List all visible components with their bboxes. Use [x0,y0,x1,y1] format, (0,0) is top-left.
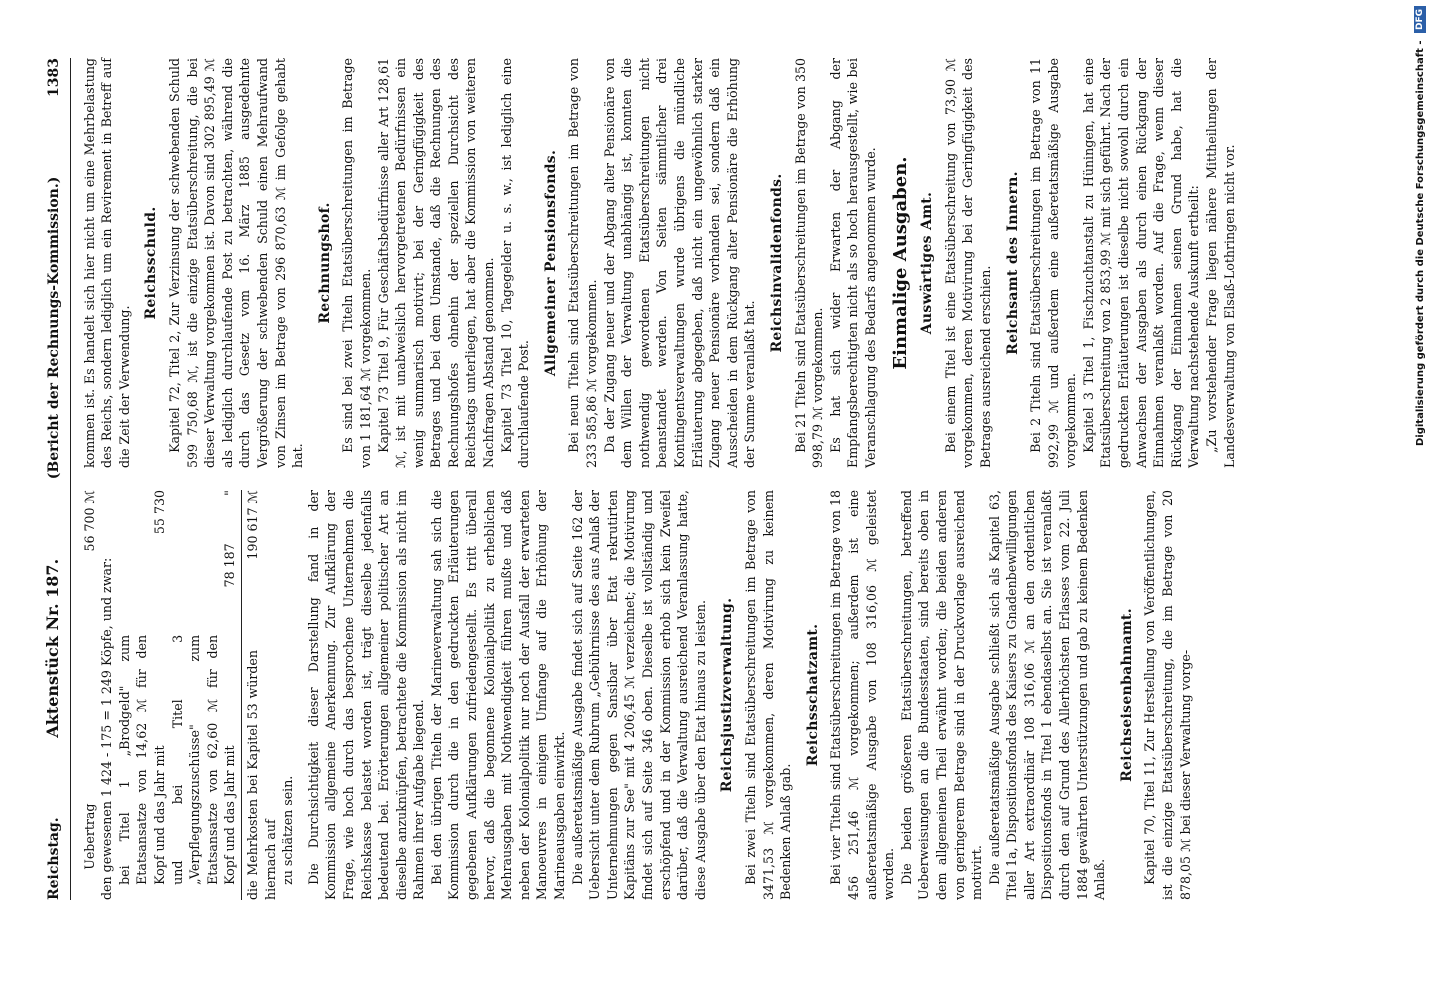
section-heading-railway: Reichseisenbahnamt. [1118,608,1135,782]
paragraph: Kapitel 73 Titel 9, Für Geschäftsbedürfnisse aller Art 128,61 ℳ, ist mit unabweislich hervorgetretenen Bedürfnissen ein wenig summarisch motivirt; bei der Geringfügigkeit des Betrages und bei dem Umstande, daß die Rechnungen des Rechnungshofes ohnehin der speziellen Durchsicht des Reichstags unterliegen, hat aber die Kommission von weiteren Nachfragen Abstand genommen. [375,58,497,468]
paragraph: Die beiden größeren Etatsüberschreitungen, betreffend Ueberweisungen an die Bundesstaaten, sind bereits oben in dem allgemeinen Theil erwähnt worden; die beiden anderen von geringerem Betrage sind in der Druckvorlage ausreichend motivirt. [898,490,985,900]
calc-line-4: die Mehrkosten bei Kapitel 53 würden hiernach auf [244,650,278,900]
section-heading-pension: Allgemeiner Pensionsfonds. [542,149,559,377]
header-left: Reichstag. [46,817,62,900]
calc-line-2: bei Titel 1 „Brodgeld" zum Etatsansatze von 14,62 ℳ für den Kopf und das Jahr mit [116,634,167,885]
paragraph: Bei den übrigen Titeln der Marineverwaltung sah sich die Kommission durch die in den gedruckten Erläuterungen gegebenen Aufklärungen zufriedengestellt. Es tritt überall hervor, daß die begonnene Kolonialpolitik zu erheblichen Mehrausgaben mit Nothwendigkeit führen mußte und daß neben der Kolonialpolitik nur noch der Ausfall der erwarteten Manoeuvres in einigem Umfange auf die Erhöhung der Marineausgaben einwirkt. [428,490,568,900]
section-heading-debt: Reichsschuld. [143,206,160,320]
column-right [81,58,1239,468]
paragraph: Bei 2 Titeln sind Etatsüberschreitungen im Betrage von 11 992,99 ℳ und außerdem eine außeretatsmäßige Ausgabe vorgekommen. [1028,58,1079,468]
calc-line-3: und bei Titel 3 „Verpflegungszuschüsse" zum Etatsansatze von 62,60 ℳ für den Kopf und das Jahr mit [169,634,238,885]
header-report-title: (Bericht der Rechnungs-Kommission.) [46,176,62,480]
section-heading-one-time-expenses: Einmalige Ausgaben. [889,156,911,370]
paragraph: Kapitel 72, Titel 2, Zur Verzinsung der schwebenden Schuld 599 750,68 ℳ, ist die einzige Etatsüberschreitung, die bei dieser Verwaltung vorgekommen ist. Davon sind 302 895,49 ℳ als lediglich durchlaufende Post zu betrachten, während die durch das Gesetz vom 16. März 1885 ausgedehnte Vergrößerung der schwebenden Schuld einen Mehraufwand von Zinsen im Betrage von 296 870,63 ℳ im Gefolge gehabt hat. [166,58,306,468]
paragraph: „Zu vorstehender Frage liegen nähere Mittheilungen der Landesverwaltung von Elsaß-Lothringen nicht vor. [1204,58,1237,468]
calc-line-4-end: zu schätzen sein. [280,775,296,885]
section-heading-foreign-office: Auswärtiges Amt. [919,191,936,335]
paragraph: kommen ist. Es handelt sich hier nicht um eine Mehrbelastung des Reichs, sondern lediglich um ein Revirement in Betreff auf die Zeit der Verwendung. [81,58,132,468]
paragraph: Die außeretatsmäßige Ausgabe findet sich auf Seite 162 der Uebersicht unter dem Rubrum „Gebührnisse des aus Anlaß der Unternehmungen gegen Sansibar über Etat rekrutirten Kapitäns zur See" mit 4 206,45 ℳ verzeichnet; die Motivirung findet sich auf Seite 346 oben. Dieselbe ist vollständig und erschöpfend und in der Kommission erhob sich kein Zweifel darüber, daß die Verwaltung ausreichend Veranlassung hatte, diese Ausgabe über den Etat hinaus zu leisten. [569,490,708,900]
cost-calculation [81,490,297,900]
section-heading-interior: Reichsamt des Innern. [1004,171,1021,355]
header-document-number: Aktenstück Nr. 187. [43,558,62,738]
carryover-label: Uebertrag [81,803,97,870]
section-heading-treasury: Reichsschatzamt. [804,623,821,767]
funding-banner [1410,0,1432,1000]
paragraph: Kapitel 73 Titel 10, Tagegelder u. s. w., ist lediglich eine durchlaufende Post. [498,58,532,468]
section-heading-audit-office: Rechnungshof. [316,202,333,324]
dfg-logo: DFG [1414,6,1426,33]
paragraph: Bei vier Titeln sind Etatsüberschreitungen im Betrage von 18 456 251,46 ℳ vorgekommen; außerdem ist eine außeretatsmäßige Ausgabe von 108 316,06 ℳ geleistet worden. [828,490,897,900]
page-header [44,58,71,900]
calc-line-1: den gewesenen 1 424 - 175 = 1 249 Köpfe, und zwar: [99,557,115,900]
calc-total-amount: 190 617 ℳ [244,490,260,560]
column-left [81,490,1239,900]
funding-text: Digitalisierung gefördert durch die Deutsche Forschungsgemeinschaft - [1415,40,1426,447]
ditto-mark: " [222,490,238,496]
paragraph: Bei zwei Titeln sind Etatsüberschreitungen im Betrage von 3471,53 ℳ vorgekommen, deren Motivirung zu keinem Bedenken Anlaß gab. [742,490,794,900]
paragraph: Bei neun Titeln sind Etatsüberschreitungen im Betrage von 233 585,86 ℳ vorgekommen. [566,58,600,468]
calc-amount-2: 55 730 [151,490,167,535]
paragraph: Die außeretatsmäßige Ausgabe schließt sich als Kapitel 63, Titel 1a, Dispositionsfonds des Kaisers zu Gnadenbewilligungen aller Art extraordinär 108 316,06 ℳ an den ordentlichen Dispositionsfonds in Titel 1 ebendaselbst an. Sie ist veranlaßt durch den auf Grund des Allerhöchsten Erlasses vom 22. Juli 1884 gewährten Unterstützungen und gab zu keinem Bedenken Anlaß. [986,490,1108,900]
paragraph: Bei 21 Titeln sind Etatsüberschreitungen im Betrage von 350 998,79 ℳ vorgekommen. [792,58,826,468]
paragraph: Es hat sich wider Erwarten der Abgang der Empfangsberechtigten nicht als so hoch herausgestellt, wie bei Veranschlagung des Bedarfs angenommen wurde. [827,58,878,468]
paragraph: Da der Zugang neuer und der Abgang alter Pensionäre von dem Willen der Verwaltung unabhängig ist, konnten die nothwendig gewordenen Etatsüberschreitungen nicht beanstandet werden. Von Seiten sämmtlicher drei Kontingentsverwaltungen wurde übrigens die mündliche Erläuterung abgegeben, daß nicht ein ungewöhnlich starker Zugang neuer Pensionäre vorhanden sei, sondern daß ein Ausscheiden in dem Rückgang alter Pensionäre die Erhöhung der Summe veranlaßt hat. [601,58,758,468]
section-heading-invalid-fund: Reichsinvalidenfonds. [768,173,785,353]
paragraph: Die Durchsichtigkeit dieser Darstellung fand in der Kommission allgemeine Anerkennung. Zur Aufklärung der Frage, wie hoch durch das besprochene Unternehmen die Reichskasse belastet worden ist, trägt dieselbe jedenfalls bedeutend bei. Erörterungen allgemeiner politischer Art an dieselbe anzuknüpfen, betrachtete die Kommission als nicht im Rahmen ihrer Aufgabe liegend. [305,490,427,900]
paragraph: Kapitel 70, Titel 11, Zur Herstellung von Veröffentlichungen, ist die einzige Etatsüberschreitung, die im Betrage von 20 878,05 ℳ bei dieser Verwaltung vorge- [1142,490,1193,900]
carryover-amount: 56 700 ℳ [81,490,97,552]
section-heading-justice: Reichsjustizverwaltung. [719,597,736,793]
calc-amount-3: 78 187 [222,543,238,588]
paragraph: Bei einem Titel ist eine Etatsüberschreitung von 73,90 ℳ vorgekommen, deren Motivirung bei der Geringfügigkeit des Betrages ausreichend erschien. [942,58,993,468]
paragraph: Es sind bei zwei Titeln Etatsüberschreitungen im Betrage von 1 181,64 ℳ vorgekommen. [340,58,373,468]
paragraph: Kapitel 3 Titel 1, Fischzuchtanstalt zu Hüningen, hat eine Etatsüberschreitung von 2 853,99 ℳ mit sich geführt. Nach der gedruckten Erläuterungen ist dieselbe nicht sowohl durch ein Anwachsen der Ausgaben als durch einen Rückgang der Einnahmen veranlaßt worden. Auf die Frage, wenn dieser Rückgang der Einnahmen seinen Grund habe, hat die Verwaltung nachstehende Auskunft ertheilt: [1080,58,1202,468]
page-number: 1383 [46,58,62,97]
